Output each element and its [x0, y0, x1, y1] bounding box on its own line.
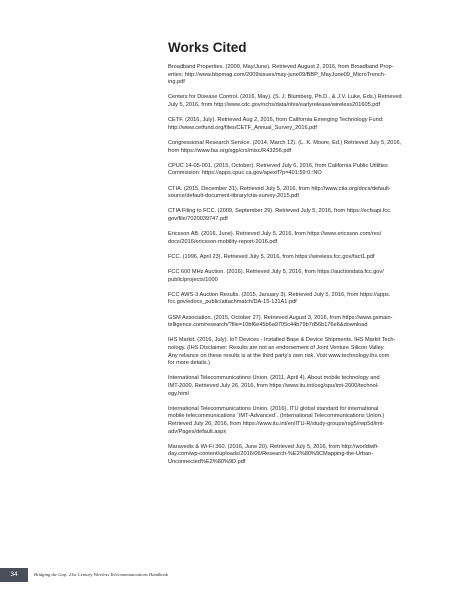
reference-entry: [168, 444, 426, 467]
reference-entry: [168, 117, 426, 132]
reference-line: nology. (IHS Disclaimer: Results are not an endorsement of Joint Venture Silicon Valley.: [168, 344, 385, 351]
reference-line: International Telecommunications Union. (2011, April 4). About mobile technology and: [168, 375, 380, 382]
reference-entry: [168, 254, 426, 262]
reference-line: International Telecommunications Union. (2016). ITU global standard for international: [168, 405, 379, 412]
reference-line: adv/Pages/default.aspx: [168, 428, 227, 435]
reference-line: ogy.html: [168, 390, 189, 397]
reference-line: fcc.gov/edocs_public/attachmatch/DA-15-131A1.pdf: [168, 299, 297, 306]
reference-entry: [168, 406, 426, 436]
reference-line: Maravedis & Wi-Fi 360. (2016, June 20). Retrieved July 5, 2016, from http://worldwifi-: [168, 443, 379, 450]
reference-list: [168, 64, 426, 466]
reference-line: Broadband Properties. (2009, May/June). Retrieved August 2, 2016, from Broadband Prop-: [168, 64, 394, 70]
reference-line: July 5, 2016, from http://www.cdc.gov/nchs/data/nhis/earlyrelease/wireless201605.pdf: [168, 101, 381, 108]
reference-line: ing.pdf: [168, 79, 185, 86]
reference-line: FCC. (1996, April 23). Retrieved July 5, 2016, from https://wireless.fcc.gov/fact1.pdf: [168, 253, 375, 260]
reference-line: telligence.com/research/?file=10bf6e45b6a9705c44b79b7d56b176e6&download: [168, 322, 368, 329]
reference-line: erties: http://www.bbpmag.com/2009issues/may-june09/BBP_MayJune09_MicroTrench-: [168, 71, 386, 78]
reference-entry: [168, 375, 426, 398]
reference-entry: [168, 163, 426, 178]
reference-line: Commission: https://apps.cpuc.ca.gov/apex/f?p=401:59:0::NO: [168, 170, 322, 177]
reference-line: CETF. (2016, July). Retrieved Aug 2, 2016, from California Emerging Technology Fund:: [168, 117, 384, 124]
page-number: 34: [10, 571, 18, 578]
reference-entry: [168, 64, 426, 87]
reference-line: Unconnected%E2%80%9D.pdf: [168, 458, 246, 465]
section-heading: Works Cited: [168, 40, 247, 55]
reference-line: docs/2016/ericsson-mobility-report-2016.pdf: [168, 238, 278, 245]
running-footer-title: Bridging the Gap: 21st Century Wireless Telecommunications Handbook: [34, 572, 169, 577]
reference-line: day.com/wp-content/uploads/2016/06/Research-%E2%80%9CMapping-the-Urban-: [168, 451, 374, 458]
reference-line: from https://www.fas.org/sgp/crs/misc/R43256.pdf: [168, 147, 292, 154]
reference-line: Congressional Research Service. (2014, March 12). (L. K. Moore, Ed.) Retrieved July 5, 2016,: [168, 139, 402, 146]
reference-line: gov/file/7020039747.pdf: [168, 215, 228, 222]
reference-line: Any reliance on these results is at the third party's own risk. Visit www.technology.ihs.com: [168, 352, 390, 359]
reference-line: source/default-document-library/ctia-survey-2015.pdf: [168, 193, 299, 200]
reference-line: IMT-2000. Retrieved July 26, 2016, from https://www.itu.int/osg/spu/imt-2000/technol-: [168, 382, 379, 389]
reference-line: CTIA. (2015, December 31). Retrieved July 5, 2016, from http://www.ctia.org/docs/default-: [168, 185, 391, 192]
reference-entry: [168, 292, 426, 307]
reference-entry: [168, 140, 426, 155]
reference-entry: [168, 269, 426, 284]
reference-line: Ericsson AB. (2016, June). Retrieved July 5, 2016, from https://www.ericsson.com/res/: [168, 231, 382, 238]
reference-entry: [168, 337, 426, 367]
reference-line: public/projects/1000: [168, 276, 218, 283]
works-cited-section: [168, 40, 426, 474]
reference-entry: [168, 315, 426, 330]
reference-line: for more details.): [168, 360, 210, 367]
reference-line: CTIA Filing to FCC. (2009, September 29). Retrieved July 5, 2016, from https://ecfsapi.fcc.: [168, 208, 392, 215]
reference-line: Centers for Disease Control. (2016, May). (S. J. Blumberg, Ph.D., & J.V. Luke, Eds.) Retrieved: [168, 94, 402, 101]
reference-line: CPUC 14-05-001. (2015, October). Retrieved July 6, 2016, from California Public Utilities: [168, 162, 388, 169]
reference-line: IHS Markit. (2016, July). IoT Devices - Installed Base & Device Shipments. IHS Markit Tech-: [168, 337, 396, 344]
reference-entry: [168, 208, 426, 223]
reference-entry: [168, 231, 426, 246]
reference-line: http://www.cetfund.org/files/CETF_Annual_Survey_2016.pdf: [168, 124, 317, 131]
reference-entry: [168, 186, 426, 201]
reference-line: Retrieved July 26, 2016, from https://www.itu.int/en/ITU-R/study-groups/rsg5/rwp5d/imt-: [168, 420, 385, 427]
reference-line: mobile telecommunications ´IMT-Advanced´. (International Telecommunications Union.): [168, 413, 385, 420]
reference-entry: [168, 94, 426, 109]
reference-line: GSM Association. (2015, October 27). Retrieved August 3, 2016, from https://www.gsmain-: [168, 314, 393, 321]
reference-line: FCC 600 MHz Auction. (2016). Retrieved July 5, 2016, from https://auctiondata.fcc.gov/: [168, 269, 384, 276]
reference-line: FCC AWS-3 Auction Results. (2015, January 3). Retrieved July 5, 2016, from https://apps.: [168, 291, 391, 298]
